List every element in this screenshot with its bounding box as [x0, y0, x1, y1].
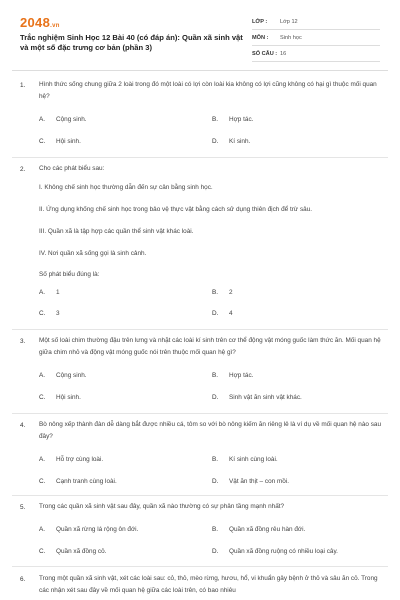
option-d[interactable] [212, 478, 289, 485]
question-number: 4. [20, 422, 26, 429]
question-text: Cho các phát biểu sau: [39, 165, 105, 172]
option-text: 2 [229, 289, 233, 296]
question-text: Một số loài chim thường đậu trên lưng và nhặt các loài kí sinh trên cơ thể động vật móng guốc làm thức ăn. Mối quan hệ giữa chim nhỏ và động vật móng guốc nói trên thuộc mối quan hệ gì? [39, 337, 381, 356]
question-separator [12, 413, 388, 414]
statement: II. Ứng dụng khống chế sinh học trong bảo vệ thực vật bằng cách sử dụng thiên địch để trừ sâu. [39, 206, 313, 213]
option-text: Cộng sinh. [56, 372, 87, 379]
option-text: Quần xã đồng cỏ. [56, 548, 107, 555]
option-b[interactable] [212, 116, 253, 123]
option-d[interactable] [212, 138, 250, 145]
option-text: Hỗ trợ cùng loài. [56, 456, 104, 463]
question-text: Bò nông xếp thành đàn dễ dàng bắt được nhiều cá, tôm so với bò nông kiếm ăn riêng lẻ là ví dụ về mối quan hệ nào sau đây? [39, 421, 382, 440]
option-letter: B. [212, 372, 219, 379]
question-separator [12, 566, 388, 567]
option-letter: C. [39, 310, 46, 317]
option-letter: A. [39, 456, 46, 463]
meta-key: LỚP : [252, 18, 268, 25]
option-b[interactable] [212, 289, 233, 296]
question-text: Trong một quần xã sinh vật, xét các loài sau: cỏ, thỏ, mèo rừng, hươu, hổ, vi khuẩn gây bệnh ở thỏ và sâu ăn cỏ. Trong các nhận xét sau đây về mối quan hệ giữa các loài trên, có bao nhiêu [39, 575, 378, 594]
option-letter: A. [39, 372, 46, 379]
option-letter: C. [39, 138, 46, 145]
meta-value: Lớp 12 [280, 18, 298, 25]
document-title: Trắc nghiệm Sinh Học 12 Bài 40 (có đáp án): Quần xã sinh vật và một số đặc trưng cơ bản (phần 3) [20, 33, 243, 52]
option-letter: A. [39, 526, 46, 533]
question-number: 3. [20, 338, 26, 345]
option-letter: A. [39, 116, 46, 123]
option-text: Kí sinh. [229, 138, 251, 145]
option-letter: D. [212, 478, 219, 485]
option-letter: C. [39, 548, 46, 555]
question-number: 5. [20, 504, 26, 511]
option-d[interactable] [212, 548, 338, 555]
option-c[interactable] [39, 394, 81, 401]
statement: I. Không chế sinh học thường dẫn đến sự cân bằng sinh học. [39, 184, 213, 191]
option-letter: C. [39, 394, 46, 401]
question-number: 2. [20, 166, 26, 173]
option-text: Hợp tác. [229, 372, 254, 379]
option-a[interactable] [39, 116, 87, 123]
option-c[interactable] [39, 310, 60, 317]
option-text: 4 [229, 310, 233, 317]
option-letter: D. [212, 310, 219, 317]
meta-value: 16 [280, 50, 287, 57]
question-text: Trong các quần xã sinh vật sau đây, quần xã nào thường có sự phân tầng mạnh nhất? [39, 503, 285, 510]
option-a[interactable] [39, 526, 138, 533]
option-text: Hội sinh. [56, 138, 81, 145]
option-letter: A. [39, 289, 46, 296]
question-number: 6. [20, 576, 26, 583]
question-separator [12, 329, 388, 330]
option-a[interactable] [39, 372, 87, 379]
option-text: Quần xã đồng ruộng có nhiều loại cây. [229, 548, 338, 555]
option-a[interactable] [39, 456, 103, 463]
option-letter: D. [212, 394, 219, 401]
question-number: 1. [20, 82, 26, 89]
option-d[interactable] [212, 310, 233, 317]
option-d[interactable] [212, 394, 302, 401]
question-separator [12, 495, 388, 496]
option-c[interactable] [39, 548, 106, 555]
statement: Số phát biểu đúng là: [39, 271, 100, 278]
option-letter: D. [212, 548, 219, 555]
option-letter: B. [212, 526, 219, 533]
option-letter: C. [39, 478, 46, 485]
option-b[interactable] [212, 372, 253, 379]
logo-suffix: .vn [50, 23, 60, 29]
option-text: Cạnh tranh cùng loài. [56, 478, 117, 485]
option-text: 1 [56, 289, 60, 296]
option-text: Quần xã rừng lá rộng ôn đới. [56, 526, 139, 533]
option-text: Hợp tác. [229, 116, 254, 123]
option-text: Kí sinh cùng loài. [229, 456, 278, 463]
option-text: Cộng sinh. [56, 116, 87, 123]
option-text: Vật ăn thịt – con mồi. [229, 478, 290, 485]
option-text: Sinh vật ăn sinh vật khác. [229, 394, 302, 401]
option-text: Hội sinh. [56, 394, 81, 401]
option-c[interactable] [39, 478, 117, 485]
logo-main: 2048 [20, 15, 51, 30]
statement: IV. Nơi quần xã sống gọi là sinh cảnh. [39, 250, 147, 257]
option-letter: B. [212, 289, 219, 296]
question-separator [12, 157, 388, 158]
statement: III. Quần xã là tập hợp các quần thể sinh vật khác loài. [39, 228, 194, 235]
option-c[interactable] [39, 138, 81, 145]
option-b[interactable] [212, 456, 278, 463]
meta-key: SỐ CÂU : [252, 50, 278, 57]
option-letter: B. [212, 116, 219, 123]
option-b[interactable] [212, 526, 305, 533]
option-letter: B. [212, 456, 219, 463]
meta-value: Sinh học [280, 34, 302, 41]
option-letter: D. [212, 138, 219, 145]
option-a[interactable] [39, 289, 60, 296]
question-text: Hình thức sống chung giữa 2 loài trong đó một loài có lợi còn loài kia không có lợi cũng không có hại gì thuộc mối quan hệ? [39, 81, 377, 100]
meta-key: MÔN : [252, 34, 269, 41]
option-text: Quần xã đồng rêu hàn đới. [229, 526, 306, 533]
option-text: 3 [56, 310, 60, 317]
